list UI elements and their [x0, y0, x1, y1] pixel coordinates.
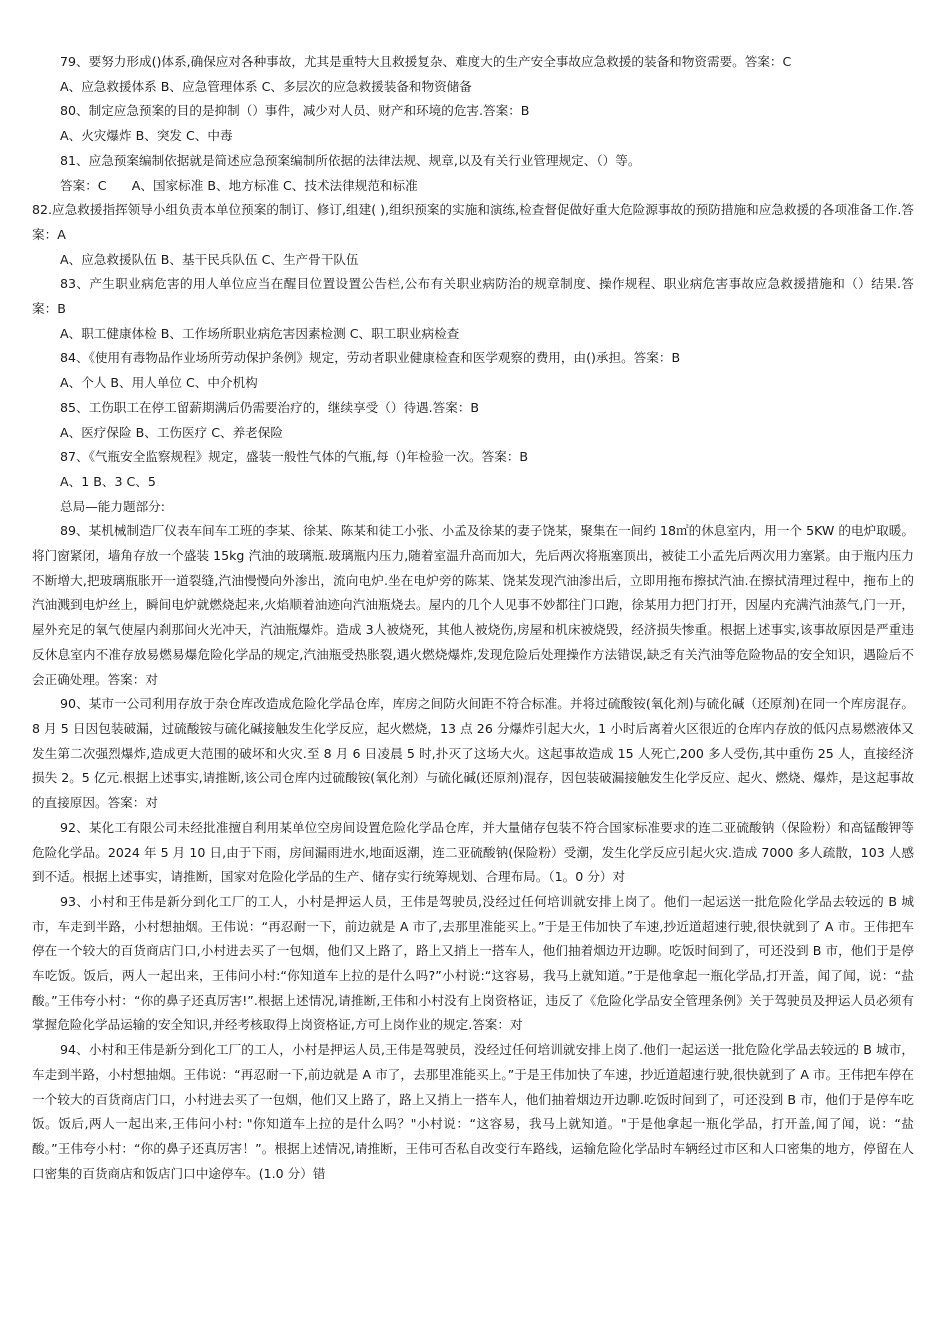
options-87: A、1 B、3 C、5 [60, 473, 156, 489]
question-85: 85、工伤职工在停工留薪期满后仍需要治疗的，继续享受（）待遇.答案：B [60, 399, 480, 415]
question-92: 92、某化工有限公司未经批准擅自利用某单位空房间设置危险化学品仓库，并大量储存包装不符合国家标准要求的连二亚硫酸钠（保险粉）和高锰酸钾等危险化学品。2024 年 5 月 10 日,由于下雨，房间漏雨进水,地面返潮，连二亚硫酸钠(保险粉）受潮，发生化学反应引起火灾.造成 7000 多人疏散，103 人感到不适。根据上述事实，请推断，国家对危险化学品的生产、储存实行统筹规划、合理布局。（1。0 分）对 [32, 819, 914, 885]
question-83: 83、产生职业病危害的用人单位应当在醒目位置设置公告栏,公布有关职业病防治的规章制度、操作规程、职业病危害事故应急救援措施和（）结果.答案：B [32, 276, 914, 317]
question-80: 80、制定应急预案的目的是抑制（）事件，减少对人员、财产和环境的危害.答案：B [60, 103, 530, 119]
options-80: A、火灾爆炸 B、突发 C、中毒 [60, 128, 233, 144]
question-79: 79、要努力形成()体系,确保应对各种事故，尤其是重特大且救援复杂、难度大的生产安全事故应急救援的装备和物资需要。答案：C [60, 54, 792, 69]
question-93: 93、小村和王伟是新分到化工厂的工人，小村是押运人员，王伟是驾驶员,没经过任何培训就安排上岗了。他们一起运送一批危险化学品去较远的 B 城市，车走到半路，小村想抽烟。王伟说：“再忍耐一下，前边就是 A 市了,去那里准能买上。”于是王伟加快了车速,抄近道超速行驶,很快就到了 A 市。王伟把车停在一个较大的百货商店门口,小村进去买了一包烟，他们又上路了，路上又捎上一搭车人，他们抽着烟边开边聊。吃饭时间到了，可还没到 B 市，他们于是停车吃饭。饭后，两人一起出来，王伟问小村:“你知道车上拉的是什么吗?”小村说:“这容易，我马上就知道。”于是他拿起一瓶化学品,打开盖，闻了闻，说：“盐酸。”王伟夸小村：“你的鼻子还真厉害!”.根据上述情况,请推断,王伟和小村没有上岗资格证，违反了《危险化学品安全管理条例》关于驾驶员及押运人员必须有掌握危险化学品运输的安全知识,并经考核取得上岗资格证,方可上岗作业的规定.答案：对 [32, 893, 914, 1033]
question-87: 87、《气瓶安全监察规程》规定，盛装一般性气体的气瓶,每（)年检验一次。答案：B [60, 449, 529, 465]
question-81: 81、应急预案编制依据就是简述应急预案编制所依据的法律法规、规章,以及有关行业管理规定、（）等。 [60, 152, 641, 168]
options-85: A、医疗保险 B、工伤医疗 C、养老保险 [60, 424, 283, 440]
section-heading: 总局—能力题部分: [60, 498, 165, 514]
document-page [32, 50, 914, 1186]
question-82: 82.应急救援指挥领导小组负责本单位预案的制订、修订,组建( ),组织预案的实施和演练,检查督促做好重大危险源事故的预防措施和应急救援的各项准备工作.答案：A [32, 202, 914, 242]
question-94: 94、小村和王伟是新分到化工厂的工人，小村是押运人员,王伟是驾驶员，没经过任何培训就安排上岗了.他们一起运送一批危险化学品去较远的 B 城市，车走到半路，小村想抽烟。王伟说：“再忍耐一下,前边就是 A 市了，去那里准能买上。”于是王伟加快了车速，抄近道超速行驶,很快就到了 A 市。王伟把车停在一个较大的百货商店门口，小村进去买了一包烟，他们又上路了，路上又捎上一搭车人，他们抽着烟边开边聊.吃饭时间到了，可还没到 B 市，他们于是停车吃饭。饭后,两人一起出来,王伟问小村: "你知道车上拉的是什么吗？"小村说：“这容易，我马上就知道。"于是他拿起一瓶化学品，打开盖,闻了闻，说：“盐酸。”王伟夸小村：“你的鼻子还真厉害！”。根据上述情况,请推断，王伟可否私自改变行车路线，运输危险化学品时车辆经过市区和人口密集的地方，停留在人口密集的百货商店和饭店门口中途停车。(1.0 分）错 [32, 1042, 914, 1181]
options-83: A、职工健康体检 B、工作场所职业病危害因素检测 C、职工职业病检查 [60, 325, 460, 341]
question-89: 89、某机械制造厂仪表车间车工班的李某、徐某、陈某和徒工小张、小孟及徐某的妻子饶某，聚集在一间约 18㎡的休息室内，用一个 5KW 的电炉取暖。将门窗紧闭，墙角存放一个盛装 15kg 汽油的玻璃瓶.玻璃瓶内压力,随着室温升高而加大，先后两次将瓶塞顶出，被徒工小孟先后两次用力塞紧。由于瓶内压力不断增大,把玻璃瓶胀开一道裂缝,汽油慢慢向外渗出，流向电炉.坐在电炉旁的陈某、饶某发现汽油渗出后，立即用拖布擦拭汽油.在擦拭清理过程中，拖布上的汽油溅到电炉丝上，瞬间电炉就燃烧起来,火焰顺着油迹向汽油瓶烧去。屋内的几个人见事不妙都往门口跑，徐某用力把门打开，因屋内充满汽油蒸气,门一开，屋外充足的氧气使屋内刹那间火光冲天，汽油瓶爆炸。造成 3人被烧死，其他人被烧伤,房屋和机床被烧毁，经济损失惨重。根据上述事实,该事故原因是严重违反休息室内不准存放易燃易爆危险化学品的规定,汽油瓶受热胀裂,遇火燃烧爆炸,发现危险后处理操作方法错误,缺乏有关汽油等危险物品的安全知识，遇险后不会正确处理。答案：对 [32, 523, 914, 687]
options-79: A、应急救援体系 B、应急管理体系 C、多层次的应急救援装备和物资储备 [60, 78, 472, 94]
options-81: 答案：C A、国家标准 B、地方标准 C、技术法律规范和标准 [60, 177, 418, 193]
options-82: A、应急救援队伍 B、基干民兵队伍 C、生产骨干队伍 [60, 251, 359, 267]
question-84: 84、《使用有毒物品作业场所劳动保护条例》规定，劳动者职业健康检查和医学观察的费用，由()承担。答案：B [60, 350, 681, 366]
question-90: 90、某市一公司利用存放于杂仓库改造成危险化学品仓库，库房之间防火间距不符合标准。并将过硫酸铵(氧化剂)与硫化碱（还原剂)在同一个库房混存。8 月 5 日因包装破漏，过硫酸铵与硫化碱接触发生化学反应，起火燃烧，13 点 26 分爆炸引起大火，1 小时后离着火区很近的仓库内存放的低闪点易燃液体又发生第二次强烈爆炸,造成更大范围的破坏和火灾.至 8 月 6 日凌晨 5 时,扑灭了这场大火。这起事故造成 15 人死亡,200 多人受伤,其中重伤 25 人，直接经济损失 2。5 亿元.根据上述事实,请推断,该公司仓库内过硫酸铵(氧化剂）与硫化碱(还原剂)混存，因包装破漏接触发生化学反应、起火、燃烧、爆炸，是这起事故的直接原因。答案：对 [32, 696, 914, 811]
options-84: A、个人 B、用人单位 C、中介机构 [60, 375, 258, 391]
